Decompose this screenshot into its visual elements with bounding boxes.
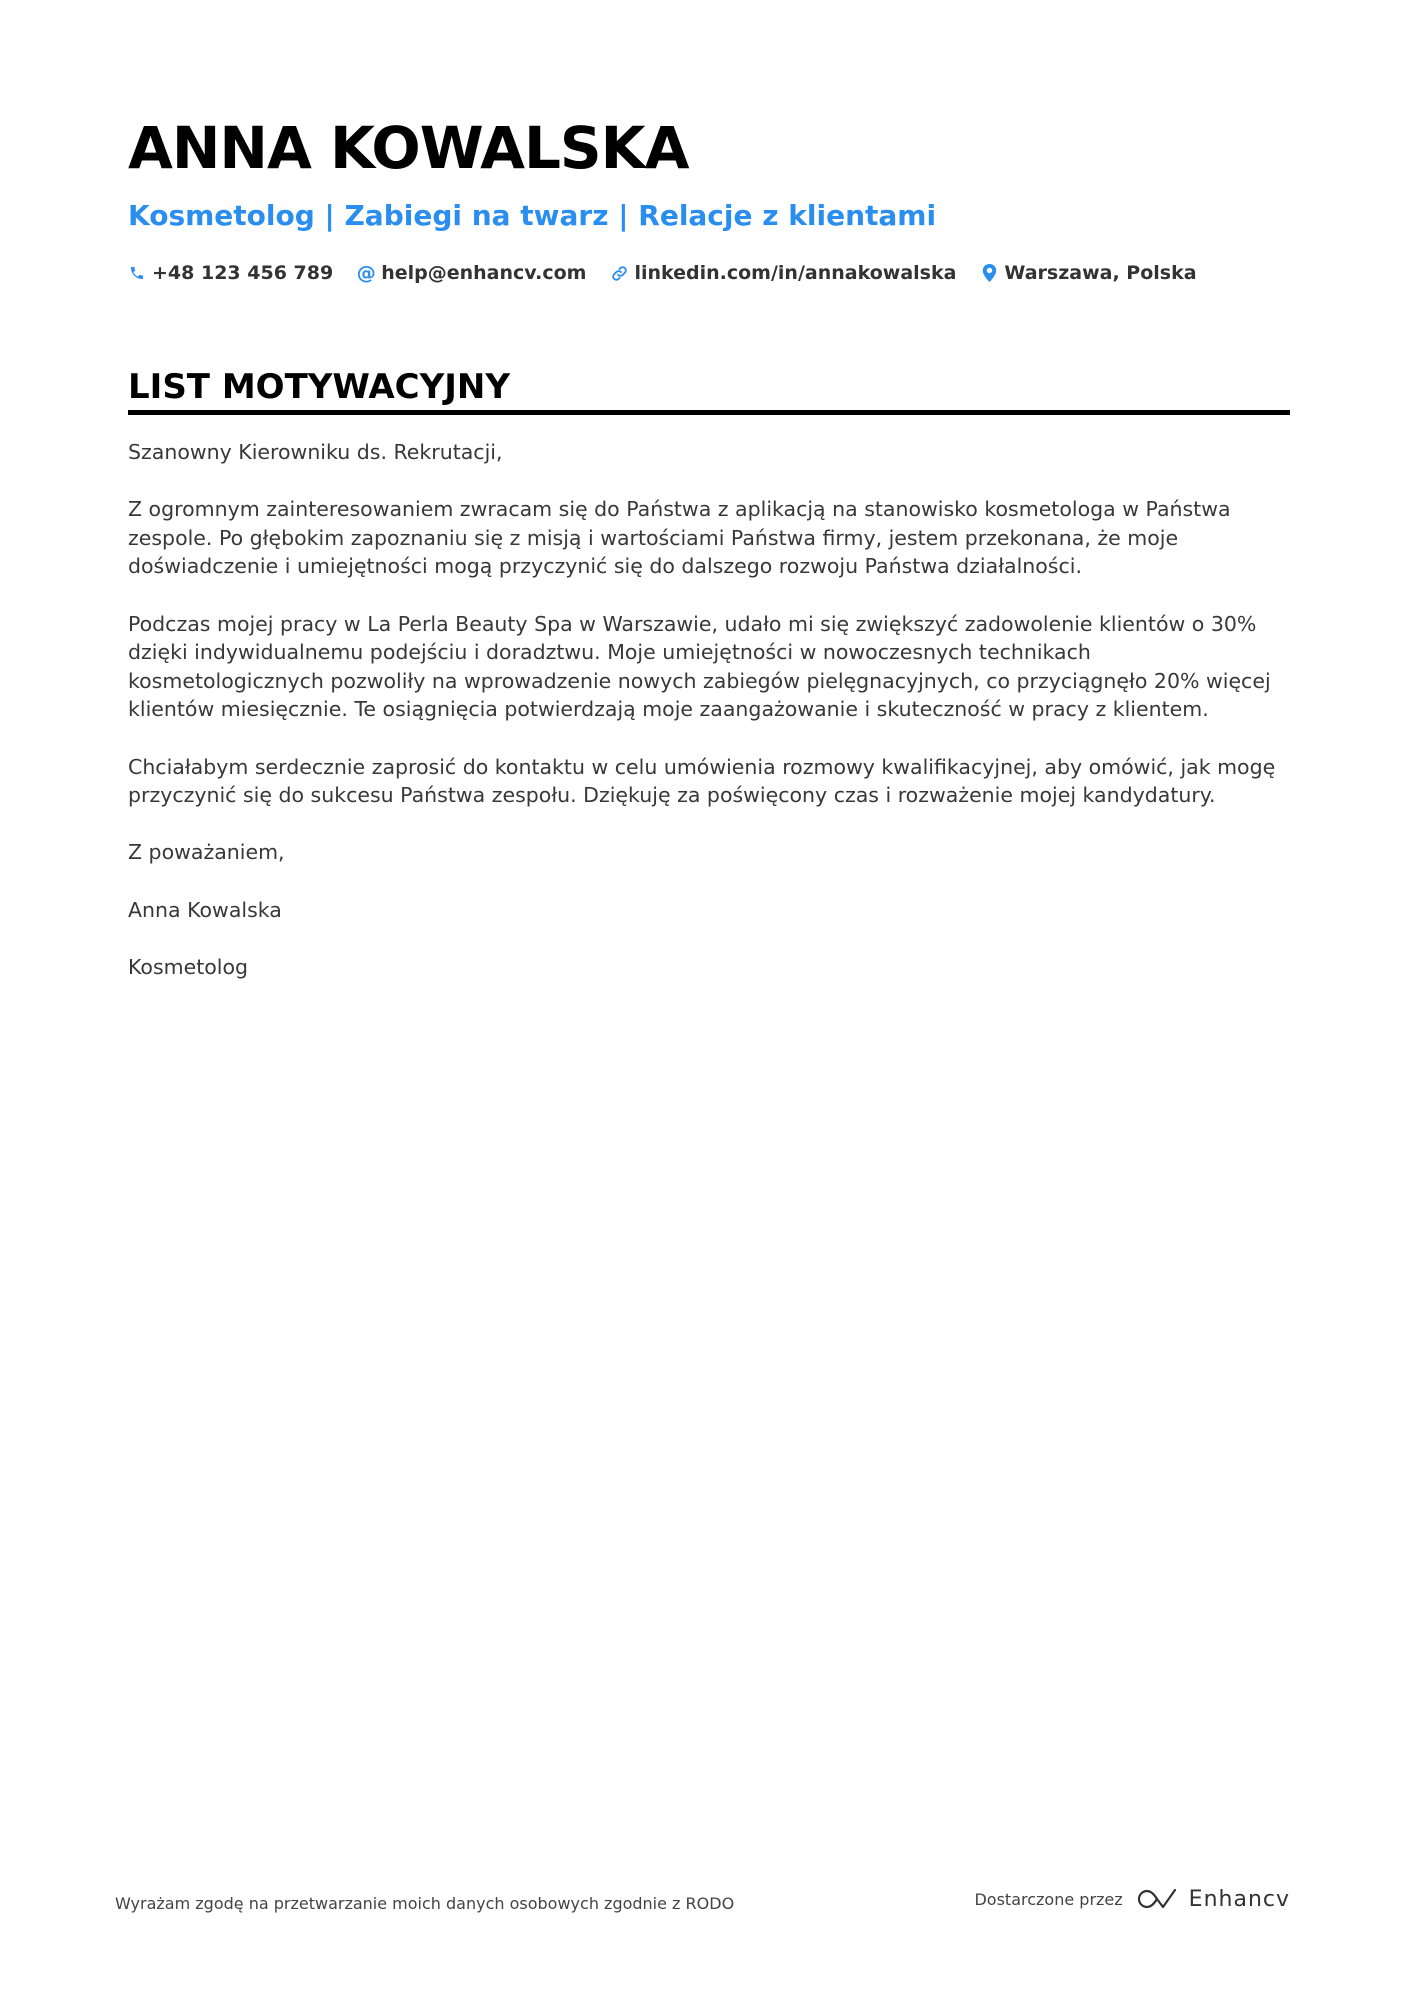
contact-phone — [128, 262, 333, 284]
headline: Kosmetolog | Zabiegi na twarz | Relacje z klientami — [128, 199, 937, 232]
candidate-name: ANNA KOWALSKA — [128, 114, 689, 182]
powered-by-label: Dostarczone przez — [974, 1889, 1123, 1909]
contact-location-text: Warszawa, Polska — [1004, 262, 1197, 284]
contact-email-text[interactable]: help@enhancv.com — [381, 262, 587, 284]
contact-linkedin-text[interactable]: linkedin.com/in/annakowalska — [634, 262, 957, 284]
letter-body — [128, 438, 1290, 1010]
brand-name[interactable]: Enhancv — [1188, 1886, 1290, 1912]
closing: Z poważaniem, — [128, 840, 285, 865]
contact-bar — [128, 258, 1290, 288]
salutation: Szanowny Kierowniku ds. Rekrutacji, — [128, 440, 503, 464]
letter-paragraph: Podczas mojej pracy w La Perla Beauty Spa w Warszawie, udało mi się zwiększyć zadowolenie klientów o 30% dzięki indywidualnemu podejściu i doradztwu. Moje umiejętności w nowoczesnych technikach kosmetologicznych pozwoliły na wprowadzenie nowych zabiegów pielęgnacyjnych, co przyciągnęło 20% więcej klientów miesięcznie. Te osiągnięcia potwierdzają moje zaangażowanie i skuteczność w pracy z klientem. — [128, 611, 1271, 722]
powered-by[interactable] — [974, 1886, 1290, 1912]
letter-paragraph: Z ogromnym zainteresowaniem zwracam się do Państwa z aplikacją na stanowisko kosmetologa w Państwa zespole. Po głębokim zapoznaniu się z misją i wartościami Państwa firmy, jestem przekonana, że moje doświadczenie i umiejętności mogą przyczynić się do dalszego rozwoju Państwa działalności. — [128, 497, 1231, 579]
signature-name: Anna Kowalska — [128, 897, 282, 922]
contact-linkedin[interactable] — [610, 262, 956, 284]
gdpr-consent: Wyrażam zgodę na przetwarzanie moich danych osobowych zgodnie z RODO — [115, 1894, 735, 1913]
contact-phone-text: +48 123 456 789 — [152, 262, 334, 284]
header — [128, 104, 1290, 288]
link-icon — [610, 264, 628, 282]
phone-icon — [128, 264, 146, 282]
section-divider — [128, 410, 1290, 415]
enhancv-logo-icon[interactable] — [1135, 1886, 1179, 1912]
contact-location — [980, 262, 1196, 284]
signature-title: Kosmetolog — [128, 954, 249, 979]
section-title: LIST MOTYWACYJNY — [128, 367, 510, 407]
letter-paragraph: Chciałabym serdecznie zaprosić do kontaktu w celu umówienia rozmowy kwalifikacyjnej, aby omówić, jak mogę przyczynić się do sukcesu Państwa zespołu. Dziękuję za poświęcony czas i rozważenie mojej kandydatury. — [128, 754, 1276, 808]
at-icon: @ — [356, 262, 376, 284]
location-pin-icon — [980, 264, 998, 282]
contact-email[interactable] — [357, 262, 586, 284]
